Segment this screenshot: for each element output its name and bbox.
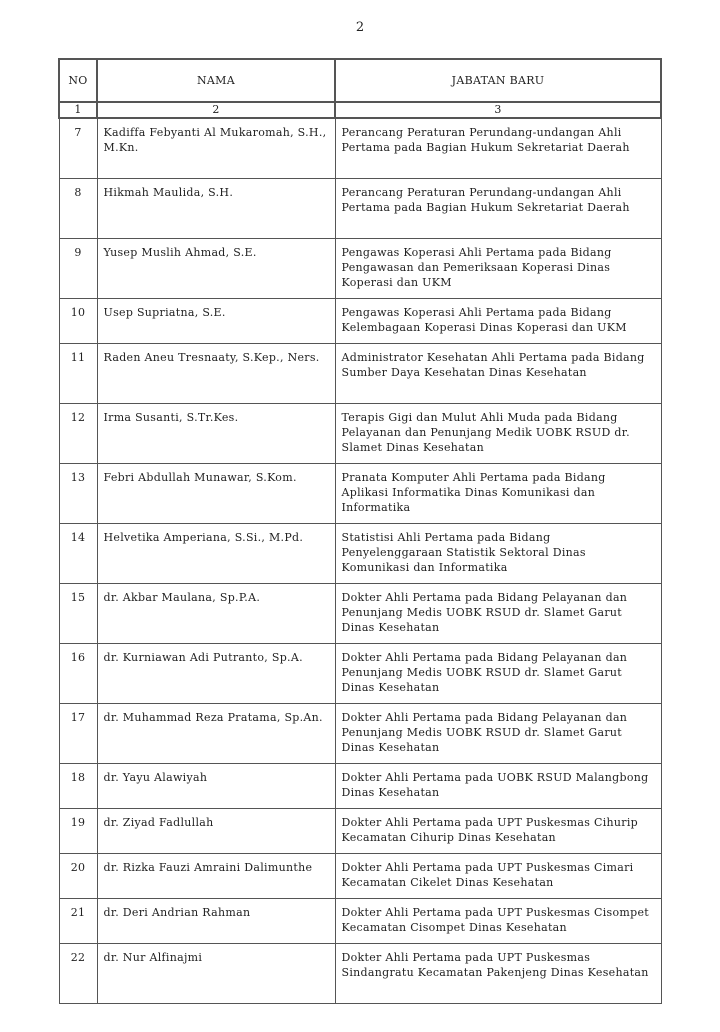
table-row	[59, 763, 661, 808]
cell-nama: Hikmah Maulida, S.H.	[97, 178, 335, 238]
table-row	[59, 703, 661, 763]
table-row	[59, 943, 661, 1003]
appointment-table	[58, 58, 662, 1004]
table-row	[59, 523, 661, 583]
cell-no: 13	[59, 463, 97, 523]
cell-nama: dr. Nur Alfinajmi	[97, 943, 335, 1003]
cell-jabatan-baru: Administrator Kesehatan Ahli Pertama pada Bidang Sumber Daya Kesehatan Dinas Kesehatan	[335, 343, 661, 403]
table-row	[59, 643, 661, 703]
cell-jabatan-baru: Pranata Komputer Ahli Pertama pada Bidang Aplikasi Informatika Dinas Komunikasi dan Informatika	[335, 463, 661, 523]
cell-no: 7	[59, 118, 97, 178]
cell-jabatan-baru: Perancang Peraturan Perundang-undangan Ahli Pertama pada Bagian Hukum Sekretariat Daerah	[335, 118, 661, 178]
cell-jabatan-baru: Perancang Peraturan Perundang-undangan Ahli Pertama pada Bagian Hukum Sekretariat Daerah	[335, 178, 661, 238]
cell-nama: dr. Akbar Maulana, Sp.P.A.	[97, 583, 335, 643]
cell-no: 15	[59, 583, 97, 643]
cell-no: 12	[59, 403, 97, 463]
cell-jabatan-baru: Terapis Gigi dan Mulut Ahli Muda pada Bidang Pelayanan dan Penunjang Medik UOBK RSUD dr. Slamet Dinas Kesehatan	[335, 403, 661, 463]
column-number: 2	[97, 102, 335, 118]
cell-no: 14	[59, 523, 97, 583]
header-no: NO	[59, 59, 97, 102]
cell-no: 9	[59, 238, 97, 298]
cell-no: 10	[59, 298, 97, 343]
cell-no: 8	[59, 178, 97, 238]
cell-jabatan-baru: Dokter Ahli Pertama pada UOBK RSUD Malangbong Dinas Kesehatan	[335, 763, 661, 808]
cell-nama: dr. Deri Andrian Rahman	[97, 898, 335, 943]
cell-jabatan-baru: Dokter Ahli Pertama pada Bidang Pelayanan dan Penunjang Medis UOBK RSUD dr. Slamet Garut Dinas Kesehatan	[335, 643, 661, 703]
table-row	[59, 343, 661, 403]
header-nama: NAMA	[97, 59, 335, 102]
table-row	[59, 178, 661, 238]
cell-jabatan-baru: Pengawas Koperasi Ahli Pertama pada Bidang Pengawasan dan Pemeriksaan Koperasi Dinas Koperasi dan UKM	[335, 238, 661, 298]
cell-no: 16	[59, 643, 97, 703]
table-row	[59, 403, 661, 463]
cell-jabatan-baru: Dokter Ahli Pertama pada UPT Puskesmas Cihurip Kecamatan Cihurip Dinas Kesehatan	[335, 808, 661, 853]
cell-nama: Helvetika Amperiana, S.Si., M.Pd.	[97, 523, 335, 583]
cell-nama: Irma Susanti, S.Tr.Kes.	[97, 403, 335, 463]
cell-jabatan-baru: Dokter Ahli Pertama pada UPT Puskesmas Sindangratu Kecamatan Pakenjeng Dinas Kesehatan	[335, 943, 661, 1003]
cell-nama: Febri Abdullah Munawar, S.Kom.	[97, 463, 335, 523]
cell-nama: dr. Rizka Fauzi Amraini Dalimunthe	[97, 853, 335, 898]
table-row	[59, 583, 661, 643]
cell-jabatan-baru: Dokter Ahli Pertama pada Bidang Pelayanan dan Penunjang Medis UOBK RSUD dr. Slamet Garut Dinas Kesehatan	[335, 583, 661, 643]
cell-jabatan-baru: Statistisi Ahli Pertama pada Bidang Penyelenggaraan Statistik Sektoral Dinas Komunikasi dan Informatika	[335, 523, 661, 583]
header-row	[59, 59, 661, 102]
cell-no: 11	[59, 343, 97, 403]
cell-no: 21	[59, 898, 97, 943]
cell-no: 18	[59, 763, 97, 808]
table-row	[59, 898, 661, 943]
column-number: 1	[59, 102, 97, 118]
table-row	[59, 463, 661, 523]
column-number-row	[59, 102, 661, 118]
cell-no: 22	[59, 943, 97, 1003]
table-row	[59, 298, 661, 343]
cell-no: 20	[59, 853, 97, 898]
cell-nama: dr. Muhammad Reza Pratama, Sp.An.	[97, 703, 335, 763]
table-row	[59, 808, 661, 853]
cell-jabatan-baru: Dokter Ahli Pertama pada UPT Puskesmas Cisompet Kecamatan Cisompet Dinas Kesehatan	[335, 898, 661, 943]
cell-no: 17	[59, 703, 97, 763]
cell-jabatan-baru: Pengawas Koperasi Ahli Pertama pada Bidang Kelembagaan Koperasi Dinas Koperasi dan UKM	[335, 298, 661, 343]
table-row	[59, 238, 661, 298]
cell-nama: Kadiffa Febyanti Al Mukaromah, S.H., M.Kn.	[97, 118, 335, 178]
cell-jabatan-baru: Dokter Ahli Pertama pada UPT Puskesmas Cimari Kecamatan Cikelet Dinas Kesehatan	[335, 853, 661, 898]
cell-nama: Raden Aneu Tresnaaty, S.Kep., Ners.	[97, 343, 335, 403]
cell-jabatan-baru: Dokter Ahli Pertama pada Bidang Pelayanan dan Penunjang Medis UOBK RSUD dr. Slamet Garut Dinas Kesehatan	[335, 703, 661, 763]
cell-nama: dr. Ziyad Fadlullah	[97, 808, 335, 853]
cell-nama: Usep Supriatna, S.E.	[97, 298, 335, 343]
page-number: 2	[355, 20, 365, 35]
column-number: 3	[335, 102, 661, 118]
cell-nama: dr. Yayu Alawiyah	[97, 763, 335, 808]
cell-no: 19	[59, 808, 97, 853]
cell-nama: dr. Kurniawan Adi Putranto, Sp.A.	[97, 643, 335, 703]
cell-nama: Yusep Muslih Ahmad, S.E.	[97, 238, 335, 298]
table-row	[59, 118, 661, 178]
table-row	[59, 853, 661, 898]
header-jabatan-baru: JABATAN BARU	[335, 59, 661, 102]
